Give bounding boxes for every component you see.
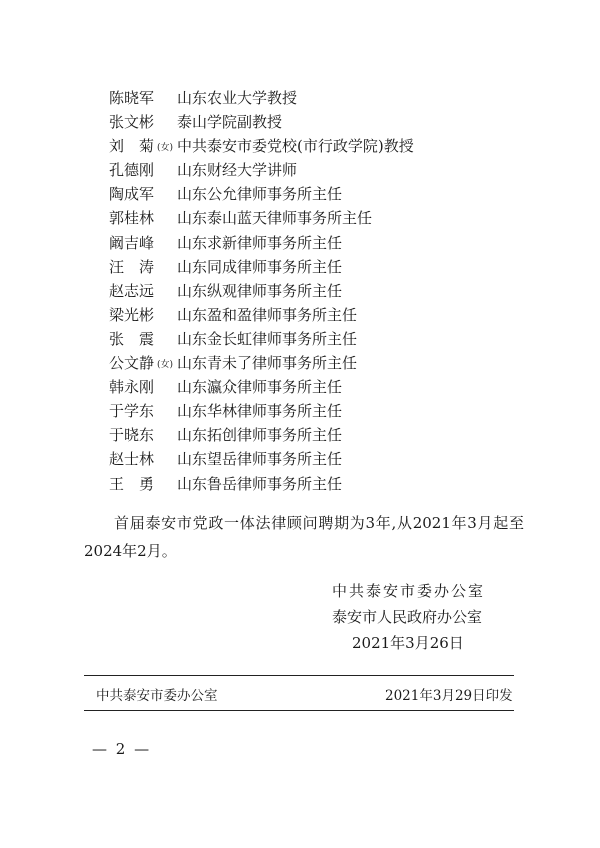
roster-title: 中共泰安市委党校(市行政学院)教授 bbox=[177, 137, 414, 156]
roster-name: 陈晓军 bbox=[109, 89, 155, 107]
roster-row bbox=[109, 86, 549, 110]
roster-row bbox=[109, 399, 549, 423]
roster-name: 刘 菊 (女) bbox=[109, 134, 177, 158]
roster-title: 山东同成律师事务所主任 bbox=[177, 257, 343, 276]
roster-row bbox=[109, 182, 549, 206]
footer-print-date: 2021年3月29日印发 bbox=[385, 688, 513, 704]
roster-row bbox=[109, 375, 549, 399]
footer-rule-top bbox=[84, 675, 514, 676]
consultant-roster bbox=[109, 86, 549, 496]
roster-title: 山东公允律师事务所主任 bbox=[177, 185, 343, 204]
roster-row bbox=[109, 327, 549, 351]
roster-row bbox=[109, 110, 549, 134]
roster-name: 梁光彬 bbox=[109, 305, 155, 324]
roster-title: 山东盈和盈律师事务所主任 bbox=[177, 305, 358, 324]
roster-title: 山东农业大学教授 bbox=[177, 89, 298, 107]
roster-title: 山东纵观律师事务所主任 bbox=[177, 281, 343, 300]
roster-title: 山东金长虹律师事务所主任 bbox=[177, 329, 358, 348]
roster-row bbox=[109, 351, 549, 375]
roster-name: 阚吉峰 bbox=[109, 233, 155, 252]
roster-name: 汪 涛 bbox=[109, 257, 155, 276]
roster-name: 韩永刚 bbox=[109, 378, 155, 397]
roster-row bbox=[109, 279, 549, 303]
roster-name: 于晓东 bbox=[109, 426, 155, 445]
gender-note: (女) bbox=[157, 143, 174, 154]
roster-row bbox=[109, 134, 549, 158]
roster-title: 山东华林律师事务所主任 bbox=[177, 402, 343, 421]
roster-name: 张 震 bbox=[109, 329, 155, 348]
roster-title: 山东瀛众律师事务所主任 bbox=[177, 378, 343, 397]
roster-row bbox=[109, 423, 549, 447]
page-number: — 2 — bbox=[92, 740, 152, 758]
roster-title: 山东鲁岳律师事务所主任 bbox=[177, 474, 343, 493]
roster-name: 陶成军 bbox=[109, 185, 155, 204]
term-paragraph: 首届泰安市党政一体法律顾问聘期为3年,从2021年3月起至2024年2月。 bbox=[84, 514, 524, 560]
footer-issuer: 中共泰安市委办公室 bbox=[96, 688, 218, 704]
roster-row bbox=[109, 158, 549, 182]
roster-row bbox=[109, 231, 549, 255]
roster-title: 山东泰山蓝天律师事务所主任 bbox=[177, 209, 373, 228]
roster-row bbox=[109, 206, 549, 230]
roster-name: 王 勇 bbox=[109, 474, 155, 493]
roster-title: 山东求新律师事务所主任 bbox=[177, 233, 343, 252]
gender-note: (女) bbox=[157, 360, 174, 371]
roster-title: 山东拓创律师事务所主任 bbox=[177, 426, 343, 445]
roster-name: 郭桂林 bbox=[109, 209, 155, 228]
roster-title: 山东青未了律师事务所主任 bbox=[177, 354, 358, 373]
roster-name: 于学东 bbox=[109, 402, 155, 421]
roster-name: 赵士林 bbox=[109, 450, 155, 469]
footer-rule-bottom bbox=[84, 710, 514, 711]
roster-title: 泰山学院副教授 bbox=[177, 113, 283, 132]
roster-name: 赵志远 bbox=[109, 281, 155, 300]
roster-row bbox=[109, 472, 549, 496]
roster-row bbox=[109, 303, 549, 327]
signature-org-party: 中共泰安市委办公室 bbox=[332, 582, 486, 600]
signature-org-government: 泰安市人民政府办公室 bbox=[332, 608, 483, 626]
roster-name: 张文彬 bbox=[109, 113, 155, 132]
roster-name: 公文静 (女) bbox=[109, 351, 177, 375]
roster-row bbox=[109, 447, 549, 471]
roster-name: 孔德刚 bbox=[109, 161, 155, 180]
signature-date: 2021年3月26日 bbox=[352, 634, 464, 652]
roster-row bbox=[109, 255, 549, 279]
roster-title: 山东望岳律师事务所主任 bbox=[177, 450, 343, 469]
roster-title: 山东财经大学讲师 bbox=[177, 161, 298, 180]
